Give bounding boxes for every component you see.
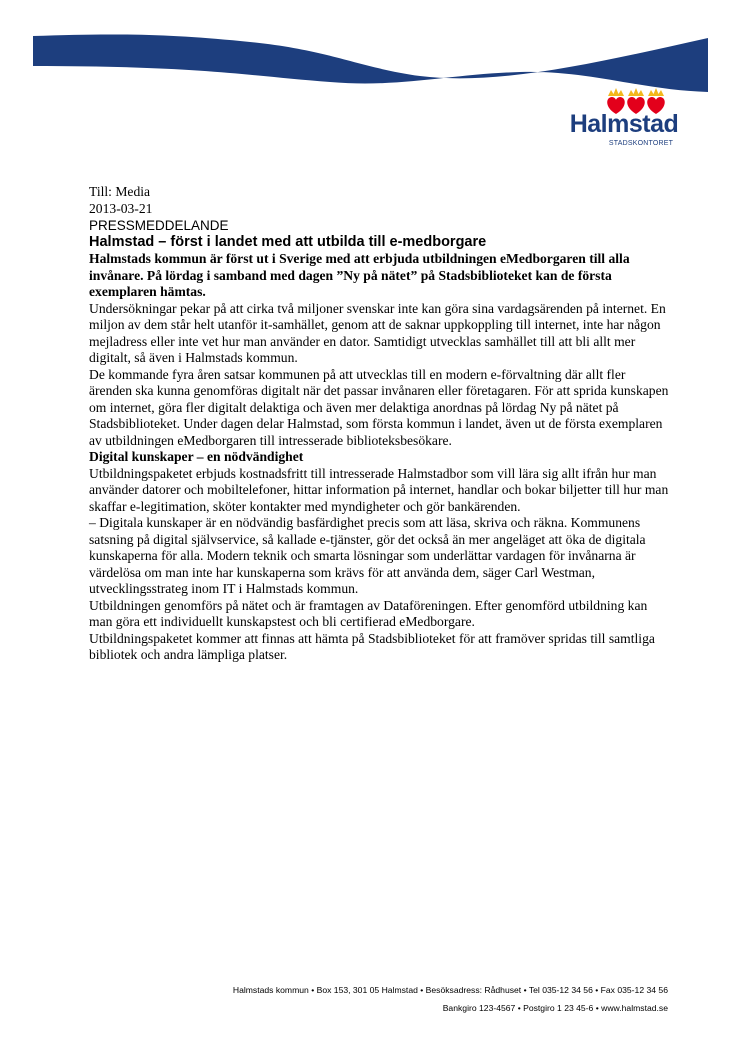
paragraph-3: Utbildningspaketet erbjuds kostnadsfritt till intresserade Halmstadbor som vill lära sig allt ifrån hur man använder datorer och mobiltelefoner, hittar information på internet, handlar och bokar biljetter till hur man skaffar e-legitimation, sköter kontakter med myndigheter och gör bankärenden. bbox=[89, 465, 669, 514]
recipient: Till: Media bbox=[89, 184, 151, 199]
document-label: PRESSMEDDELANDE bbox=[89, 218, 229, 233]
footer bbox=[233, 981, 668, 1017]
logo-wordmark: Halmstad bbox=[569, 110, 679, 138]
paragraph-5: Utbildningen genomförs på nätet och är framtagen av Dataföreningen. Efter genomförd utbildning kan man göra ett individuellt kunskapstest och bli certifierad eMedborgare. bbox=[89, 597, 648, 629]
subheading: Digital kunskaper – en nödvändighet bbox=[89, 449, 304, 464]
paragraph-2: De kommande fyra åren satsar kommunen på att utvecklas till en modern e-förvaltning där allt fler ärenden ska kunna genomföras digitalt när det passar invånaren eller företagaren. För att sprida kunskapen om internet, göra fler digitalt delaktiga och även mer delaktiga anordnas på lördag Ny på nätet på Stadsbiblioteket. Under dagen delar Halmstad, som första kommun i landet, även ut de första exemplaren av utbildningen eMedborgaren till intresserade biblioteksbesökare. bbox=[89, 366, 669, 448]
paragraph-1: Undersökningar pekar på att cirka två miljoner svenskar inte kan göra sina vardagsärenden på internet. En miljon av dem står helt utanför it-samhället, genom att de saknar uppkoppling till internet, inte har någon mejladress eller inte vet hur man använder en dator. Samtidigt utvecklas samhället till att bli allt mer digitalt, så även i Halmstads kommun. bbox=[89, 300, 666, 365]
lead-paragraph: Halmstads kommun är först ut i Sverige med att erbjuda utbildningen eMedborgaren till alla invånare. På lördag i samband med dagen ”Ny på nätet” på Stadsbiblioteket kan de första exemplaren hämtas. bbox=[89, 251, 630, 299]
crown-icon bbox=[608, 88, 664, 96]
letter-body bbox=[89, 184, 669, 664]
paragraph-4: – Digitala kunskaper är en nödvändig basfärdighet precis som att läsa, skriva och räkna. Kommunens satsning på digital självservice, så kallade e-tjänster, gör det också än mer angeläget att öka de digitala kunskaperna för alla. Modern teknik och smarta lösningar som underlättar vardagen för invånarna är värdelösa om man inte har kunskaperna som krävs för att använda dem, säger Carl Westman, utvecklingsstrateg inom IT i Halmstads kommun. bbox=[89, 515, 646, 596]
footer-bank: Bankgiro 123-4567 • Postgiro 1 23 45-6 • www.halmstad.se bbox=[442, 1003, 668, 1013]
headline: Halmstad – först i landet med att utbilda till e-medborgare bbox=[89, 234, 487, 250]
letter-date: 2013-03-21 bbox=[89, 200, 153, 216]
footer-address: Halmstads kommun • Box 153, 301 05 Halmstad • Besöksadress: Rådhuset • Tel 035-12 34 56 • Fax 035-12 34 56 bbox=[232, 985, 668, 995]
paragraph-6: Utbildningspaketet kommer att finnas att hämta på Stadsbiblioteket för att framöver spridas till samtliga bibliotek och andra lämpliga platser. bbox=[89, 630, 655, 662]
logo-subtitle: STADSKONTORET bbox=[608, 140, 674, 147]
